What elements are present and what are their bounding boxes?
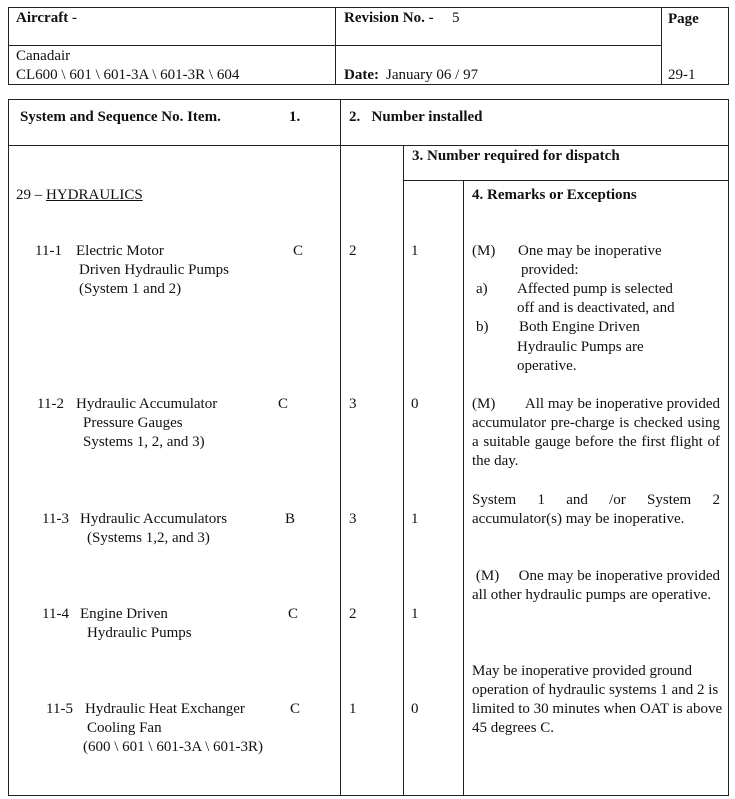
remark-text: One may be inoperative (518, 243, 662, 259)
item-seq: 11-1 (35, 243, 62, 259)
date-value: January 06 / 97 (386, 67, 479, 83)
remark-text: provided: (521, 262, 579, 278)
remark-tag: b) (476, 319, 489, 335)
item-category: C (293, 243, 304, 259)
item-installed: 3 (349, 511, 357, 527)
remark-text: Hydraulic Pumps are (517, 339, 644, 355)
aircraft-label: Aircraft - (16, 10, 77, 26)
item-seq: 11-3 (42, 511, 69, 527)
item-required: 1 (411, 243, 419, 259)
item-installed: 2 (349, 606, 357, 622)
item-remarks: (M) All may be inoperative provided accumulator pre-charge is checked using a suitable gauge before the first flight of the day. (472, 396, 724, 469)
remark-text: Affected pump is selected (517, 281, 673, 297)
item-remarks: (M) One may be inoperative provided all other hydraulic pumps are operative. (472, 568, 724, 603)
remark-text: off and is deactivated, and (517, 300, 675, 316)
remark-text: Both Engine Driven (519, 319, 640, 335)
revision-label: Revision No. - (344, 10, 434, 26)
item-name: Hydraulic Accumulators (80, 511, 228, 527)
col1-header: System and Sequence No. Item. (20, 109, 221, 125)
item-name: Hydraulic Heat Exchanger (85, 701, 245, 717)
col4-header: 4. Remarks or Exceptions (472, 187, 637, 203)
item-seq: 11-4 (42, 606, 69, 622)
date-label: Date: (344, 67, 379, 83)
item-name: Hydraulic Pumps (87, 625, 192, 641)
item-seq: 11-2 (37, 396, 64, 412)
col1-number: 1. (289, 109, 301, 125)
item-name: Pressure Gauges (83, 415, 183, 431)
item-category: C (288, 606, 299, 622)
item-name: Systems 1, 2, and 3) (83, 434, 205, 450)
item-required: 1 (411, 606, 419, 622)
item-name: (600 \ 601 \ 601-3A \ 601-3R) (83, 739, 263, 755)
item-remarks: May be inoperative provided ground operation of hydraulic systems 1 and 2 is limited to 30 minutes when OAT is above 45 degrees C. (472, 663, 723, 736)
item-required: 0 (411, 396, 419, 412)
section-name: HYDRAULICS (46, 187, 143, 203)
section-title (16, 186, 143, 205)
item-name: Engine Driven (80, 606, 168, 622)
section-number: 29 – (16, 187, 43, 203)
item-seq: 11-5 (46, 701, 73, 717)
item-required: 0 (411, 701, 419, 717)
item-name: (Systems 1,2, and 3) (87, 530, 210, 546)
item-remarks: System 1 and /or System 2 accumulator(s) may be inoperative. (472, 492, 720, 527)
remark-text: operative. (517, 358, 577, 374)
item-category: C (290, 701, 301, 717)
revision-value: 5 (452, 10, 460, 26)
remark-tag: (M) (472, 243, 496, 259)
item-name: Electric Motor (76, 243, 164, 259)
remark-tag: a) (476, 281, 488, 297)
item-installed: 2 (349, 243, 357, 259)
col2-header: 2. Number installed (349, 109, 483, 125)
aircraft-models: CL600 \ 601 \ 601-3A \ 601-3R \ 604 (16, 67, 240, 83)
item-category: C (278, 396, 289, 412)
item-required: 1 (411, 511, 419, 527)
item-name: Cooling Fan (87, 720, 162, 736)
item-installed: 3 (349, 396, 357, 412)
page-label: Page (668, 11, 699, 27)
item-name: Hydraulic Accumulator (76, 396, 218, 412)
col3-header: 3. Number required for dispatch (412, 148, 620, 164)
item-category: B (285, 511, 296, 527)
item-installed: 1 (349, 701, 357, 717)
page-value: 29-1 (668, 67, 696, 83)
item-name: (System 1 and 2) (79, 281, 182, 297)
item-name: Driven Hydraulic Pumps (79, 262, 229, 278)
aircraft-make: Canadair (16, 48, 71, 64)
